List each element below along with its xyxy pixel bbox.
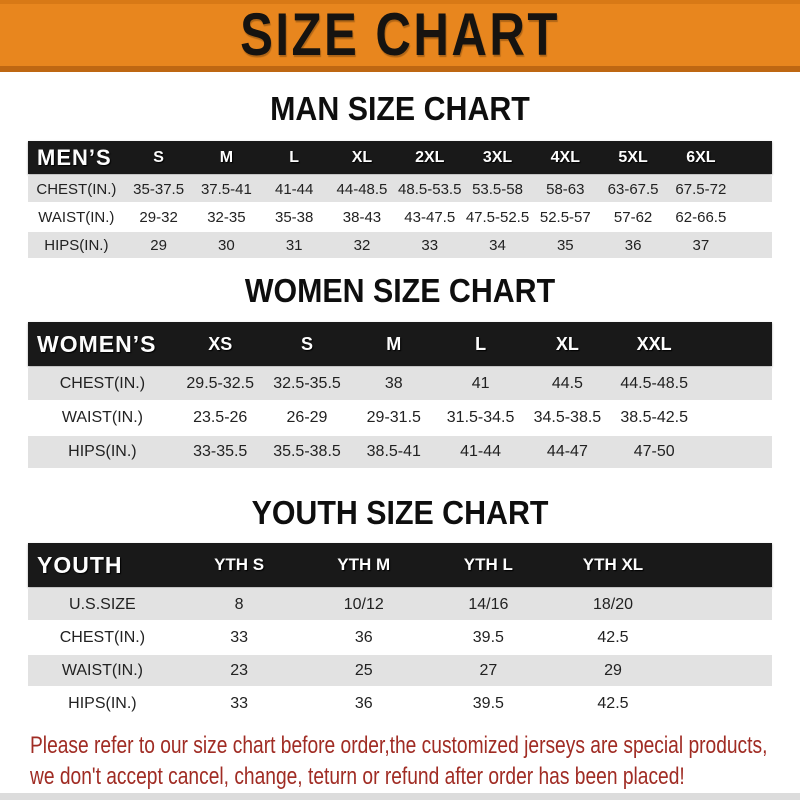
chest-value: 42.5	[597, 628, 629, 646]
chest-value: 44.5	[551, 375, 583, 392]
chest-value: 33	[230, 628, 248, 646]
chest-value: 48.5-53.5	[398, 180, 462, 198]
row-label: WAIST(IN.)	[38, 208, 115, 226]
waist-value: 31.5-34.5	[446, 409, 515, 426]
youth-chest-row	[28, 622, 772, 653]
waist-value: 38-43	[342, 208, 382, 226]
women-table-header-row	[28, 322, 772, 366]
hips-value: 33-35.5	[193, 443, 248, 460]
banner-title: SIZE CHART	[240, 1, 560, 68]
man-size-chart-heading: MAN SIZE CHART	[270, 90, 530, 127]
men-table-header-row	[28, 141, 772, 174]
ussize-value: 8	[234, 595, 244, 613]
chest-value: 63-67.5	[607, 180, 659, 198]
waist-value: 32-35	[207, 208, 246, 226]
waist-value: 29-31.5	[366, 409, 421, 426]
chest-value: 35-37.5	[133, 180, 185, 198]
youth-size-table	[28, 543, 772, 719]
ussize-value: 14/16	[468, 595, 509, 613]
hips-value: 42.5	[597, 694, 629, 712]
men-size-header: 6XL	[686, 148, 716, 166]
chest-value: 58-63	[546, 180, 585, 198]
chest-value: 44-48.5	[336, 180, 388, 198]
women-size-header: L	[475, 333, 487, 354]
hips-value: 35.5-38.5	[273, 443, 341, 460]
youth-waist-row	[28, 655, 772, 686]
row-label: WAIST(IN.)	[61, 409, 143, 426]
row-label: WAIST(IN.)	[61, 661, 143, 679]
chest-value: 29.5-32.5	[186, 375, 254, 392]
men-size-header: S	[153, 148, 164, 166]
men-table-title: MEN’S	[37, 144, 112, 170]
women-waist-row	[28, 402, 772, 434]
women-size-header: M	[386, 333, 402, 354]
waist-value: 23.5-26	[193, 409, 248, 426]
women-size-header: XS	[208, 333, 233, 354]
youth-table-title: YOUTH	[37, 551, 123, 578]
men-size-header: M	[219, 148, 234, 166]
size-chart-banner	[0, 0, 800, 72]
row-label: CHEST(IN.)	[36, 180, 117, 198]
waist-value: 38.5-42.5	[620, 409, 688, 426]
youth-table-header-row	[28, 543, 772, 587]
waist-value: 23	[230, 661, 248, 679]
hips-value: 36	[354, 694, 373, 712]
row-label: CHEST(IN.)	[59, 628, 146, 646]
men-waist-row	[28, 204, 772, 230]
men-size-header: 2XL	[415, 148, 445, 166]
chest-value: 44.5-48.5	[620, 375, 688, 392]
hips-value: 35	[556, 236, 574, 254]
hips-value: 33	[421, 236, 439, 254]
youth-size-header: YTH L	[463, 555, 513, 574]
youth-size-chart-heading: YOUTH SIZE CHART	[251, 494, 549, 531]
waist-value: 25	[354, 661, 373, 679]
men-hips-row	[28, 232, 772, 258]
youth-size-header: YTH S	[214, 555, 265, 574]
men-size-table	[28, 141, 772, 258]
chest-value: 53.5-58	[472, 180, 523, 198]
youth-hips-row	[28, 688, 772, 719]
men-size-header: XL	[351, 148, 373, 166]
waist-value: 27	[479, 661, 498, 679]
men-size-header: 5XL	[618, 148, 648, 166]
chest-value: 37.5-41	[200, 180, 252, 198]
chest-value: 36	[354, 628, 373, 646]
row-label: CHEST(IN.)	[59, 375, 146, 392]
chest-value: 39.5	[472, 628, 504, 646]
hips-value: 32	[353, 236, 371, 254]
waist-value: 34.5-38.5	[533, 409, 602, 426]
men-size-header: 3XL	[482, 148, 513, 166]
hips-value: 44-47	[546, 443, 588, 460]
hips-value: 33	[230, 694, 248, 712]
hips-value: 39.5	[472, 694, 504, 712]
hips-value: 34	[489, 236, 506, 254]
waist-value: 29	[604, 661, 622, 679]
ussize-value: 10/12	[343, 595, 384, 613]
row-label: HIPS(IN.)	[68, 443, 137, 460]
youth-size-header: YTH M	[337, 555, 391, 574]
waist-value: 43-47.5	[404, 208, 456, 226]
row-label: HIPS(IN.)	[44, 236, 109, 254]
disclaimer-line-2: we don't accept cancel, change, teturn or refund after order has been placed!	[30, 763, 685, 790]
women-size-header: XXL	[636, 333, 672, 354]
hips-value: 47-50	[633, 443, 675, 460]
hips-value: 29	[150, 236, 167, 254]
waist-value: 29-32	[139, 208, 178, 226]
chest-value: 67.5-72	[675, 180, 727, 198]
men-size-header: L	[289, 148, 300, 166]
youth-size-header: YTH XL	[582, 555, 644, 574]
row-label: HIPS(IN.)	[68, 694, 137, 712]
women-table-title: WOMEN’S	[37, 330, 157, 357]
chest-value: 41-44	[274, 180, 314, 198]
women-hips-row	[28, 436, 772, 468]
waist-value: 26-29	[286, 409, 328, 426]
hips-value: 37	[692, 236, 710, 254]
ussize-value: 18/20	[592, 595, 633, 613]
hips-value: 30	[218, 236, 235, 254]
youth-ussize-row	[28, 589, 772, 620]
row-label: U.S.SIZE	[69, 595, 136, 613]
women-chest-row	[28, 368, 772, 400]
bottom-edge-strip	[0, 793, 800, 800]
hips-value: 36	[624, 236, 642, 254]
chest-value: 41	[471, 375, 490, 392]
disclaimer-line-1: Please refer to our size chart before order,the customized jerseys are special products,	[30, 732, 768, 759]
hips-value: 31	[285, 236, 303, 254]
waist-value: 52.5-57	[539, 208, 591, 226]
women-size-chart-heading: WOMEN SIZE CHART	[244, 272, 556, 309]
men-size-header: 4XL	[550, 148, 580, 166]
hips-value: 38.5-41	[366, 443, 421, 460]
women-size-table	[28, 322, 772, 468]
order-disclaimer	[30, 730, 800, 792]
hips-value: 41-44	[460, 443, 502, 460]
chest-value: 32.5-35.5	[273, 375, 341, 392]
men-chest-row	[28, 176, 772, 202]
women-size-header: S	[300, 333, 313, 354]
waist-value: 47.5-52.5	[465, 208, 530, 226]
waist-value: 35-38	[274, 208, 314, 226]
women-size-header: XL	[555, 333, 579, 354]
waist-value: 62-66.5	[675, 208, 727, 226]
waist-value: 57-62	[613, 208, 653, 226]
chest-value: 38	[384, 375, 403, 392]
